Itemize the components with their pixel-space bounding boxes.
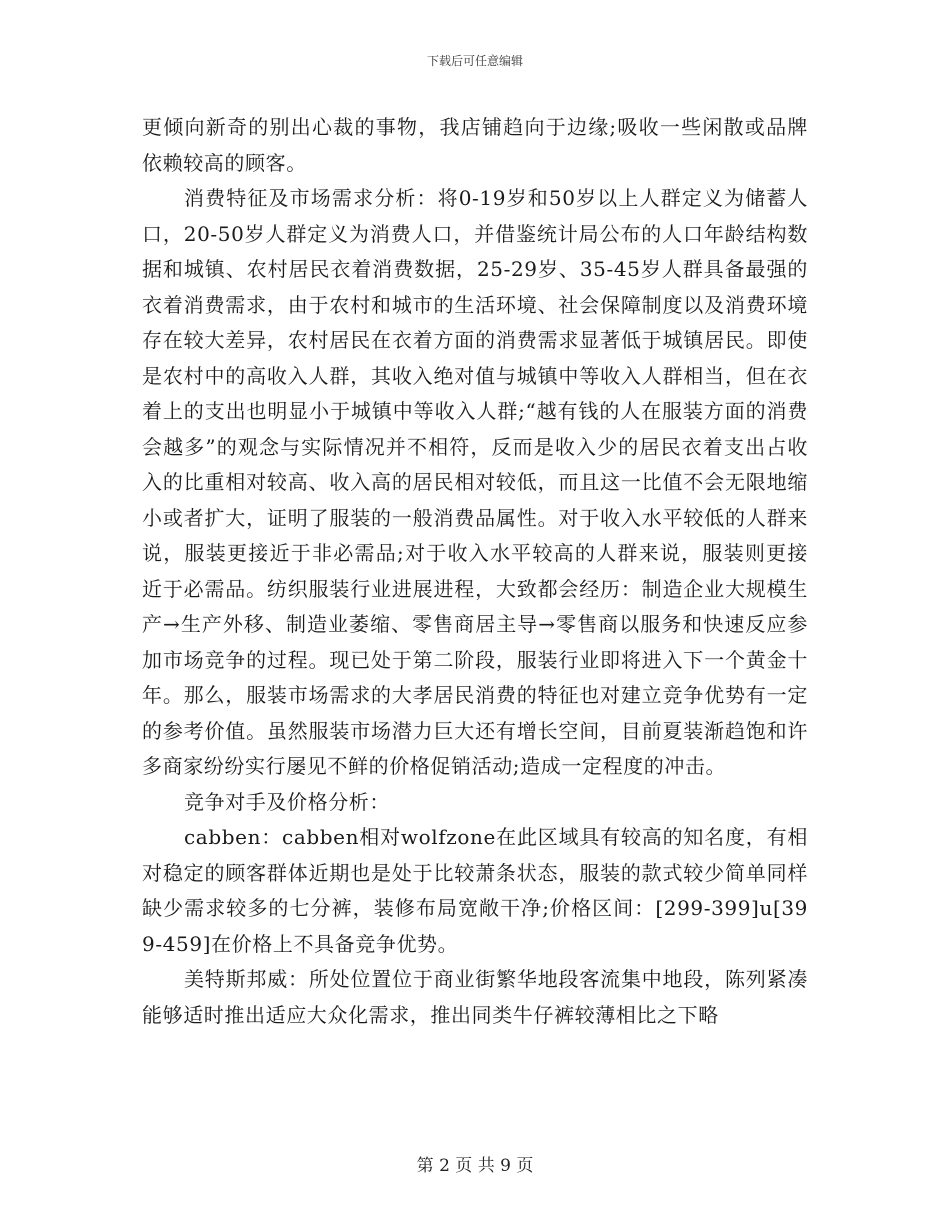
- paragraph-meters-bonwe: 美特斯邦威：所处位置位于商业街繁华地段客流集中地段，陈列紧凑能够适时推出适应大众化需求，推出同类牛仔裤较薄相比之下略: [142, 967, 808, 1027]
- page-header: 下载后可任意编辑: [426, 54, 523, 68]
- document-body: [142, 110, 808, 1033]
- paragraph-consumption-analysis: 消费特征及市场需求分析：将0-19岁和50岁以上人群定义为储蓄人口，20-50岁人群定义为消费人口，并借鉴统计局公布的人口年龄结构数据和城镇、农村居民衣着消费数据，25-29岁、35-45岁人群具备最强的衣着消费需求，由于农村和城市的生活环境、社会保障制度以及消费环境存在较大差异，农村居民在衣着方面的消费需求显著低于城镇居民。即使是农村中的高收入人群，其收入绝对值与城镇中等收入人群相当，但在衣着上的支出也明显小于城镇中等收入人群;“越有钱的人在服装方面的消费会越多”的观念与实际情况并不相符，反而是收入少的居民衣着支出占收入的比重相对较高、收入高的居民相对较低，而且这一比值不会无限地缩小或者扩大，证明了服装的一般消费品属性。对于收入水平较低的人群来说，服装更接近于非必需品;对于收入水平较高的人群来说，服装则更接近于必需品。纺织服装行业进展进程，大致都会经历：制造企业大规模生产→生产外移、制造业萎缩、零售商居主导→零售商以服务和快速反应参加市场竞争的过程。现已处于第二阶段，服装行业即将进入下一个黄金十年。那么，服装市场需求的大孝居民消费的特征也对建立竞争优势有一定的参考价值。虽然服装市场潜力巨大还有增长空间，目前夏装渐趋饱和许多商家纷纷实行屡见不鲜的价格促销活动;造成一定程度的冲击。: [142, 186, 808, 778]
- paragraph-competitor-heading: 竞争对手及价格分析：: [184, 789, 390, 814]
- page-number: 第 2 页 共 9 页: [416, 1156, 534, 1176]
- paragraph-cabben: cabben：cabben相对wolfzone在此区域具有较高的知名度，有相对稳定的顾客群体近期也是处于比较萧条状态，服装的款式较少简单同样缺少需求较多的七分裤，装修布局宽敞干净;价格区间：[299-399]u[399-459]在价格上不具备竞争优势。: [142, 825, 808, 956]
- paragraph-continuation: 更倾向新奇的别出心裁的事物，我店铺趋向于边缘;吸收一些闲散或品牌依赖较高的顾客。: [142, 115, 808, 175]
